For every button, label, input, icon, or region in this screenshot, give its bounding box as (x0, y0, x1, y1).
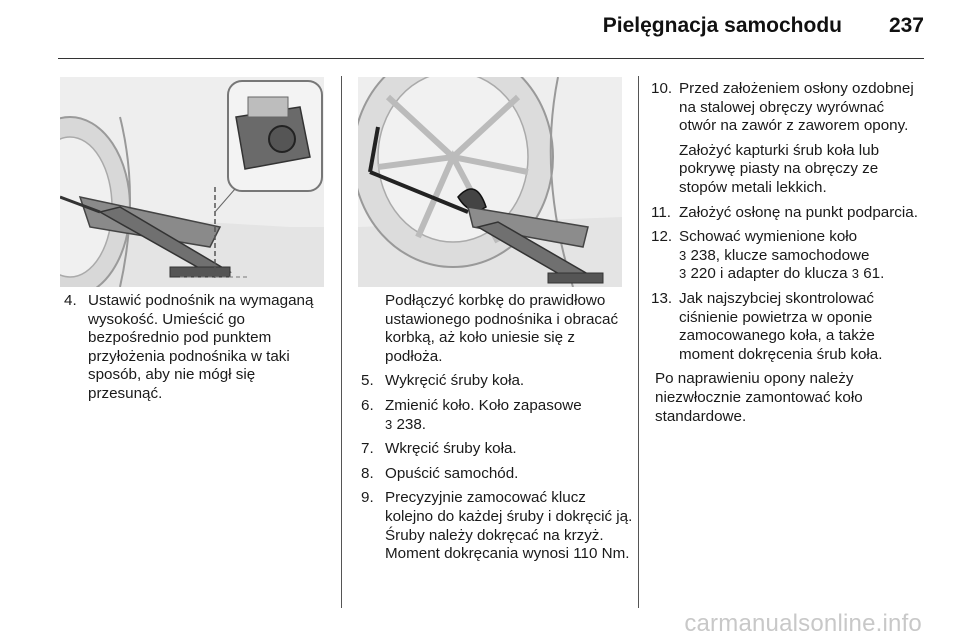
step-11 (651, 203, 919, 223)
column-1 (64, 292, 332, 410)
step-12 (651, 228, 919, 284)
step-text: Założyć osłonę na punkt podparcia. (679, 203, 918, 221)
page-number: 237 (888, 14, 924, 37)
page-reference: 220 i adapter do klucza (690, 265, 848, 283)
step-text: Precyzyjnie zamocować klucz kolejno do każdej śruby i dokręcić ją. Śruby należy dokręcać na krzyż. Moment dokręcania wynosi 110 Nm. (385, 489, 633, 563)
closing-note: Po naprawieniu opony należy niezwłocznie zamontować koło standardowe. (655, 370, 863, 425)
step-8 (361, 465, 633, 484)
step-10-note: Założyć kapturki śrub koła lub pokrywę piasty na obręczy ze stopów metali lekkich. (679, 141, 880, 196)
step-4 (64, 292, 332, 404)
step-13 (651, 289, 919, 364)
page-reference: 238. (396, 415, 427, 433)
step-text: Schować wymienione koło (679, 228, 858, 246)
page-reference-icon: 3 (679, 247, 687, 263)
watermark: carmanualsonline.info (684, 610, 922, 637)
page-reference: 238, klucze samochodowe (690, 246, 870, 264)
step-number: 11. (651, 203, 671, 221)
step-text: Wkręcić śruby koła. (385, 440, 517, 458)
header-rule (58, 58, 924, 59)
step-10 (651, 80, 919, 136)
step-number: 12. (651, 228, 673, 246)
page-title: Pielęgnacja samochodu (602, 14, 842, 37)
crank-instruction: Podłączyć korbkę do prawidłowo ustawionego podnośnika i obracać korbką, aż koło uniesie się z podłoża. (385, 292, 619, 365)
page-reference-icon: 3 (851, 266, 859, 282)
step-text: Opuścić samochód. (385, 464, 519, 482)
column-3 (651, 80, 919, 432)
step-number: 8. (361, 464, 374, 482)
jack-crank-illustration (358, 77, 622, 287)
step-number: 6. (361, 396, 374, 414)
step-5 (361, 372, 633, 391)
step-number: 4. (64, 292, 77, 309)
step-9 (361, 489, 633, 563)
step-number: 7. (361, 440, 374, 458)
page-reference: 61. (863, 265, 885, 283)
step-text: Zmienić koło. Koło zapasowe (385, 396, 582, 414)
page-reference-icon: 3 (385, 416, 393, 432)
page-reference-icon: 3 (679, 266, 687, 282)
step-number: 10. (651, 80, 673, 97)
step-number: 5. (361, 372, 374, 390)
step-text: Jak najszybciej skontrolować ciśnienie powietrza w oponie zamocowanego koła, a także moment dokręcenia śrub koła. (679, 289, 883, 363)
step-6 (361, 397, 633, 434)
step-text: Wykręcić śruby koła. (385, 372, 525, 390)
step-text: Przed założeniem osłony ozdobnej na stalowej obręczy wyrównać otwór na zawór z zaworem opony. (679, 80, 914, 135)
step-number: 9. (361, 489, 374, 507)
jack-placement-illustration (60, 77, 324, 287)
column-divider-1 (341, 76, 342, 608)
step-7 (361, 440, 633, 459)
column-divider-2 (638, 76, 639, 608)
step-text: Ustawić podnośnik na wymaganą wysokość. Umieścić go bezpośrednio pod punktem przyłożenia podnośnika w taki sposób, aby nie mógł się przesunąć. (88, 292, 314, 402)
column-2 (361, 292, 633, 570)
step-number: 13. (651, 289, 673, 307)
